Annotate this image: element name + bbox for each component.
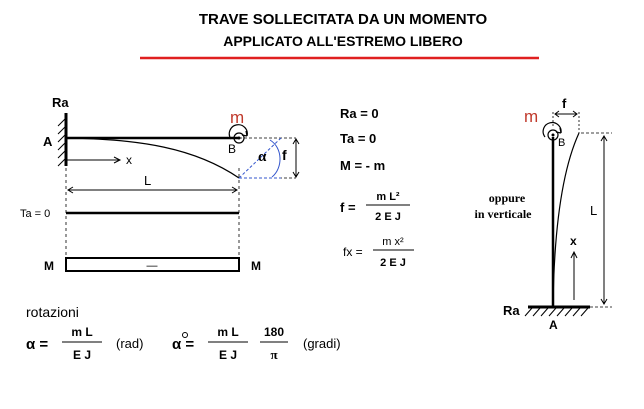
vertical-moment-label: m bbox=[524, 107, 539, 126]
title-line-2: APPLICATO ALL'ESTREMO LIBERO bbox=[223, 33, 463, 49]
result-m: M = - m bbox=[340, 158, 386, 173]
length-label: L bbox=[144, 173, 152, 188]
deflected-shape bbox=[66, 138, 239, 178]
vertical-point-b-label: B bbox=[558, 137, 566, 149]
alpha-rad-lhs: α = bbox=[26, 336, 49, 353]
rotations-heading: rotazioni bbox=[26, 304, 79, 320]
factor-numerator: 180 bbox=[263, 325, 285, 339]
vertical-note-line-2: in verticale bbox=[474, 207, 532, 221]
point-b-label: B bbox=[228, 142, 237, 156]
angle-alpha-label: α bbox=[258, 149, 267, 165]
vertical-deflection-label: f bbox=[562, 96, 567, 111]
result-ra: Ra = 0 bbox=[340, 106, 379, 121]
formula-fx-numerator: m x² bbox=[382, 236, 404, 248]
vertical-point-a-label: A bbox=[549, 318, 558, 332]
vertical-x-axis-label: x bbox=[570, 234, 577, 248]
vertical-reaction-label: Ra bbox=[503, 303, 520, 318]
alpha-deg-unit: (gradi) bbox=[303, 336, 341, 351]
alpha-deg-lhs: α = bbox=[172, 336, 195, 353]
ground-hatching bbox=[525, 308, 588, 316]
formula-f-lhs: f = bbox=[340, 200, 356, 215]
shear-label: Ta = 0 bbox=[20, 208, 51, 220]
alpha-deg-numerator: m L bbox=[217, 325, 239, 339]
angle-arc bbox=[270, 140, 280, 177]
point-a-label: A bbox=[43, 134, 53, 149]
vertical-note-line-1: oppure bbox=[488, 191, 526, 205]
formula-f-denominator: 2 E J bbox=[375, 211, 401, 223]
alpha-rad-denominator: E J bbox=[72, 348, 92, 362]
formula-fx-lhs: fx = bbox=[343, 245, 363, 259]
x-axis-label: x bbox=[126, 153, 132, 167]
formula-f-numerator: m L² bbox=[376, 191, 400, 203]
formula-fx-denominator: 2 E J bbox=[380, 257, 406, 269]
title-line-1: TRAVE SOLLECITATA DA UN MOMENTO bbox=[198, 11, 488, 28]
deflection-f-label: f bbox=[282, 147, 287, 163]
column-deflected-shape bbox=[553, 133, 579, 307]
moment-diagram-right-label: M bbox=[251, 259, 261, 273]
moment-label: m bbox=[230, 108, 245, 127]
vertical-length-label: L bbox=[590, 203, 598, 218]
alpha-rad-unit: (rad) bbox=[116, 336, 144, 351]
moment-diagram-left-label: M bbox=[44, 259, 54, 273]
alpha-deg-denominator: E J bbox=[218, 348, 238, 362]
reaction-ra-label: Ra bbox=[52, 95, 69, 110]
alpha-rad-numerator: m L bbox=[71, 325, 93, 339]
factor-denominator: π bbox=[270, 347, 278, 362]
result-ta: Ta = 0 bbox=[340, 131, 377, 146]
moment-diagram-sign: — bbox=[146, 260, 158, 272]
